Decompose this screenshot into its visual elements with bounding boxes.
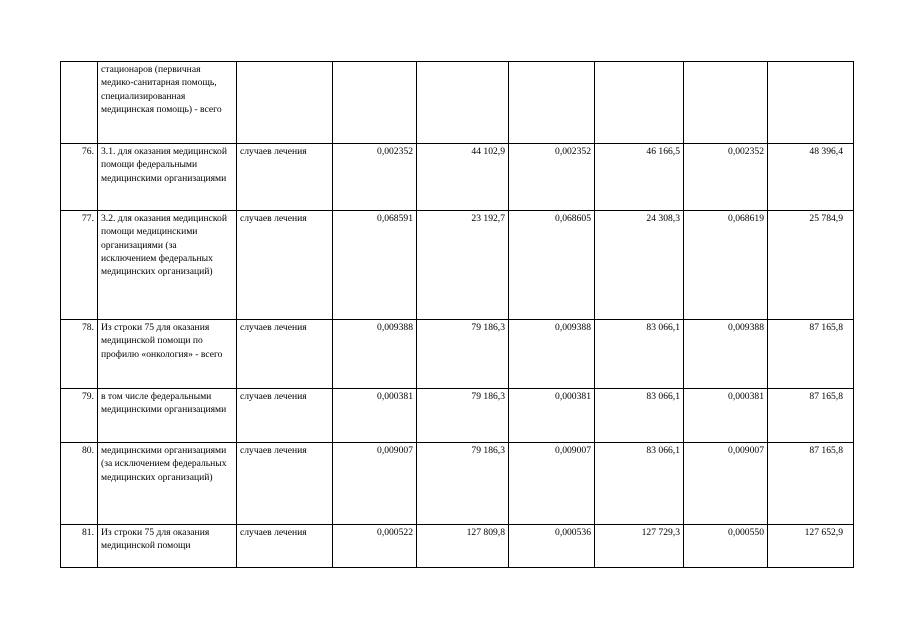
table-row <box>61 320 854 389</box>
price-year3: 87 165,8 <box>768 389 854 443</box>
table-row <box>61 389 854 443</box>
data-table <box>60 61 854 568</box>
price-year1: 79 186,3 <box>417 443 509 525</box>
row-unit: случаев лечения <box>237 443 333 525</box>
price-year1: 79 186,3 <box>417 389 509 443</box>
value-year1: 0,009007 <box>333 443 417 525</box>
value-year1: 0,009388 <box>333 320 417 389</box>
row-unit: случаев лечения <box>237 525 333 568</box>
table-row <box>61 211 854 320</box>
table-row <box>61 443 854 525</box>
price-year3: 25 784,9 <box>768 211 854 320</box>
row-name: стационаров (первичная медико-санитарная помощь, специализированная медицинская помощь) - всего <box>98 62 237 144</box>
price-year2: 127 729,3 <box>595 525 684 568</box>
price-year3: 87 165,8 <box>768 320 854 389</box>
value-year1: 0,068591 <box>333 211 417 320</box>
price-year2: 83 066,1 <box>595 389 684 443</box>
row-name: 3.2. для оказания медицинской помощи медицинскими организациями (за исключением федеральных медицинских организаций) <box>98 211 237 320</box>
row-name: 3.1. для оказания медицинской помощи федеральными медицинскими организациями <box>98 144 237 211</box>
value-year2: 0,068605 <box>509 211 595 320</box>
value-year2: 0,009007 <box>509 443 595 525</box>
row-name: медицинскими организациями (за исключением федеральных медицинских организаций) <box>98 443 237 525</box>
price-year1: 44 102,9 <box>417 144 509 211</box>
price-year1: 79 186,3 <box>417 320 509 389</box>
value-year1: 0,000522 <box>333 525 417 568</box>
row-unit: случаев лечения <box>237 144 333 211</box>
row-number: 77. <box>61 211 98 320</box>
price-year1: 127 809,8 <box>417 525 509 568</box>
table-row <box>61 525 854 568</box>
row-number: 81. <box>61 525 98 568</box>
row-name: Из строки 75 для оказания медицинской помощи <box>98 525 237 568</box>
price-year1: 23 192,7 <box>417 211 509 320</box>
value-year1: 0,000381 <box>333 389 417 443</box>
value-year3: 0,068619 <box>684 211 768 320</box>
row-name: Из строки 75 для оказания медицинской помощи по профилю «онкология» - всего <box>98 320 237 389</box>
value-year3: 0,000550 <box>684 525 768 568</box>
value-year1: 0,002352 <box>333 144 417 211</box>
row-unit: случаев лечения <box>237 211 333 320</box>
price-year2 <box>595 62 684 144</box>
price-year2: 46 166,5 <box>595 144 684 211</box>
price-year3: 87 165,8 <box>768 443 854 525</box>
row-unit: случаев лечения <box>237 320 333 389</box>
value-year2: 0,000381 <box>509 389 595 443</box>
row-unit: случаев лечения <box>237 389 333 443</box>
price-year2: 83 066,1 <box>595 320 684 389</box>
row-number: 78. <box>61 320 98 389</box>
row-number: 76. <box>61 144 98 211</box>
value-year3: 0,002352 <box>684 144 768 211</box>
row-number: 80. <box>61 443 98 525</box>
value-year3 <box>684 62 768 144</box>
row-number <box>61 62 98 144</box>
value-year3: 0,000381 <box>684 389 768 443</box>
table-row <box>61 144 854 211</box>
value-year1 <box>333 62 417 144</box>
row-name: в том числе федеральными медицинскими организациями <box>98 389 237 443</box>
value-year2 <box>509 62 595 144</box>
price-year2: 83 066,1 <box>595 443 684 525</box>
table-row <box>61 62 854 144</box>
price-year3 <box>768 62 854 144</box>
row-number: 79. <box>61 389 98 443</box>
price-year3: 48 396,4 <box>768 144 854 211</box>
value-year3: 0,009007 <box>684 443 768 525</box>
row-unit <box>237 62 333 144</box>
price-year1 <box>417 62 509 144</box>
value-year3: 0,009388 <box>684 320 768 389</box>
value-year2: 0,002352 <box>509 144 595 211</box>
price-year2: 24 308,3 <box>595 211 684 320</box>
price-year3: 127 652,9 <box>768 525 854 568</box>
value-year2: 0,000536 <box>509 525 595 568</box>
value-year2: 0,009388 <box>509 320 595 389</box>
